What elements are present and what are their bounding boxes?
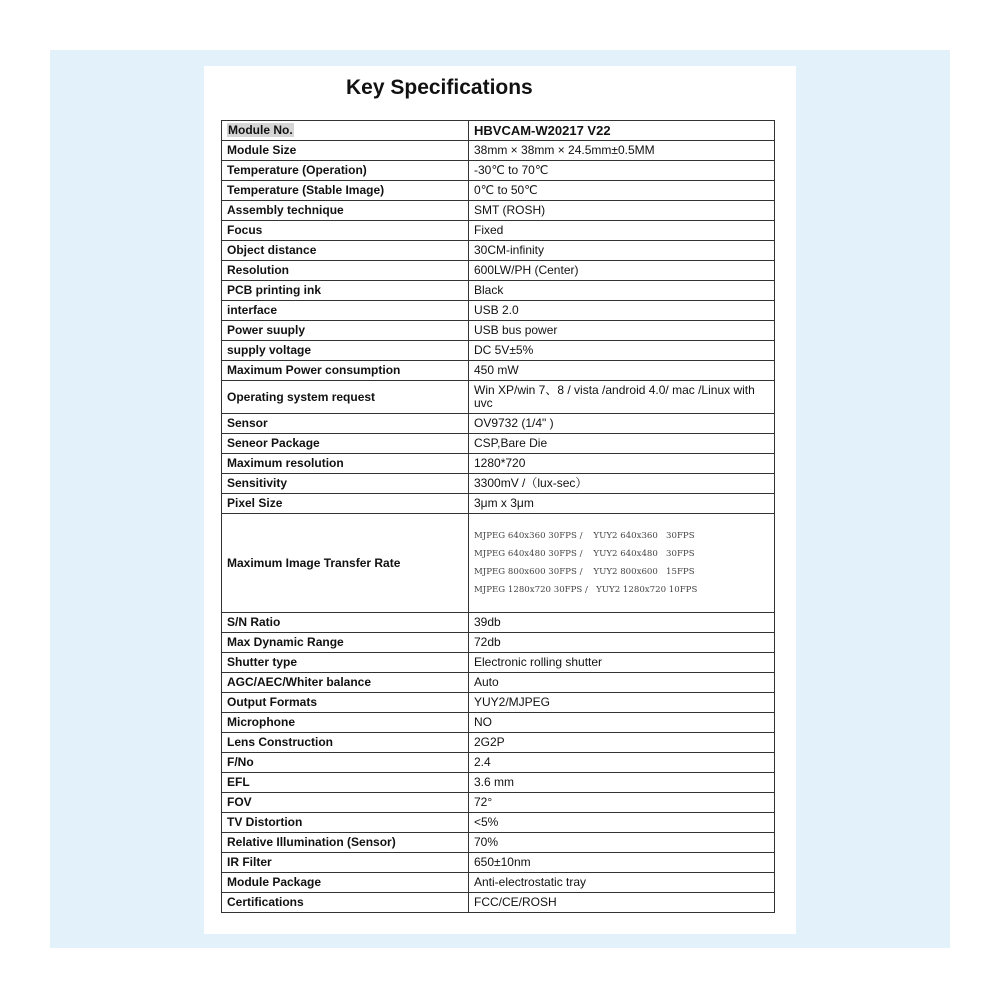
module-no-value: HBVCAM-W20217 V22 <box>469 121 775 141</box>
spec-value: 650±10nm <box>469 853 775 873</box>
spec-label: Resolution <box>222 261 469 281</box>
spec-label: Output Formats <box>222 693 469 713</box>
spec-label: Temperature (Stable Image) <box>222 181 469 201</box>
table-row <box>222 793 775 813</box>
table-header-row <box>222 121 775 141</box>
table-row <box>222 201 775 221</box>
spec-label: IR Filter <box>222 853 469 873</box>
spec-value: 38mm × 38mm × 24.5mm±0.5MM <box>469 141 775 161</box>
spec-label: TV Distortion <box>222 813 469 833</box>
spec-label: EFL <box>222 773 469 793</box>
spec-value: Black <box>469 281 775 301</box>
spec-label: Max Dynamic Range <box>222 633 469 653</box>
page-title: Key Specifications <box>346 76 533 99</box>
spec-label: Maximum resolution <box>222 454 469 474</box>
spec-label: interface <box>222 301 469 321</box>
table-row <box>222 321 775 341</box>
spec-value: Anti-electrostatic tray <box>469 873 775 893</box>
spec-value: 3μm x 3μm <box>469 494 775 514</box>
table-row <box>222 773 775 793</box>
table-row <box>222 893 775 913</box>
spec-label: Module Package <box>222 873 469 893</box>
table-row <box>222 873 775 893</box>
spec-label: F/No <box>222 753 469 773</box>
spec-value: Win XP/win 7、8 / vista /android 4.0/ mac /Linux with uvc <box>469 381 775 414</box>
spec-label: Lens Construction <box>222 733 469 753</box>
table-row <box>222 474 775 494</box>
table-row <box>222 341 775 361</box>
table-row <box>222 381 775 414</box>
table-row <box>222 693 775 713</box>
spec-value: USB bus power <box>469 321 775 341</box>
table-row <box>222 281 775 301</box>
spec-value: 30CM-infinity <box>469 241 775 261</box>
table-row <box>222 673 775 693</box>
spec-value: NO <box>469 713 775 733</box>
spec-value: FCC/CE/ROSH <box>469 893 775 913</box>
table-row <box>222 853 775 873</box>
table-row <box>222 301 775 321</box>
spec-value: 70% <box>469 833 775 853</box>
spec-label: PCB printing ink <box>222 281 469 301</box>
table-row <box>222 813 775 833</box>
spec-value: <5% <box>469 813 775 833</box>
spec-value: -30℃ to 70℃ <box>469 161 775 181</box>
table-row <box>222 221 775 241</box>
spec-value: USB 2.0 <box>469 301 775 321</box>
spec-label: Pixel Size <box>222 494 469 514</box>
spec-label: Temperature (Operation) <box>222 161 469 181</box>
spec-value: Electronic rolling shutter <box>469 653 775 673</box>
table-row <box>222 261 775 281</box>
table-row <box>222 833 775 853</box>
spec-value: 2G2P <box>469 733 775 753</box>
spec-value: OV9732 (1/4" ) <box>469 414 775 434</box>
spec-label: Microphone <box>222 713 469 733</box>
transfer-rate-line: MJPEG 800x600 30FPS / YUY2 800x600 15FPS <box>474 567 695 577</box>
spec-label: Assembly technique <box>222 201 469 221</box>
table-row <box>222 753 775 773</box>
transfer-rate-line: MJPEG 640x480 30FPS / YUY2 640x480 30FPS <box>474 549 695 559</box>
spec-value: 450 mW <box>469 361 775 381</box>
spec-value: Auto <box>469 673 775 693</box>
spec-label: Object distance <box>222 241 469 261</box>
spec-label: Certifications <box>222 893 469 913</box>
transfer-rate-line: MJPEG 640x360 30FPS / YUY2 640x360 30FPS <box>474 531 695 541</box>
spec-label: S/N Ratio <box>222 613 469 633</box>
table-row <box>222 181 775 201</box>
table-row <box>222 454 775 474</box>
table-row <box>222 161 775 181</box>
spec-label: Module Size <box>222 141 469 161</box>
spec-label: Power suuply <box>222 321 469 341</box>
module-no-label: Module No. <box>228 123 293 137</box>
spec-value: 72db <box>469 633 775 653</box>
table-row <box>222 494 775 514</box>
spec-label: Relative Illumination (Sensor) <box>222 833 469 853</box>
spec-label: Seneor Package <box>222 434 469 454</box>
spec-table <box>221 120 775 913</box>
spec-value: 1280*720 <box>469 454 775 474</box>
spec-label: Sensitivity <box>222 474 469 494</box>
table-row <box>222 613 775 633</box>
transfer-rate-list <box>469 514 775 613</box>
spec-value: SMT (ROSH) <box>469 201 775 221</box>
table-row <box>222 733 775 753</box>
spec-value: CSP,Bare Die <box>469 434 775 454</box>
spec-label: Shutter type <box>222 653 469 673</box>
spec-value: 2.4 <box>469 753 775 773</box>
table-row <box>222 414 775 434</box>
spec-label: Maximum Power consumption <box>222 361 469 381</box>
spec-label: Sensor <box>222 414 469 434</box>
spec-value: 600LW/PH (Center) <box>469 261 775 281</box>
spec-sheet <box>204 66 796 934</box>
spec-value: 72° <box>469 793 775 813</box>
spec-value: DC 5V±5% <box>469 341 775 361</box>
transfer-rate-line: MJPEG 1280x720 30FPS / YUY2 1280x720 10FPS <box>474 585 698 595</box>
spec-value: YUY2/MJPEG <box>469 693 775 713</box>
table-row <box>222 434 775 454</box>
table-row <box>222 241 775 261</box>
spec-label: Operating system request <box>222 381 469 414</box>
spec-label: FOV <box>222 793 469 813</box>
spec-label: AGC/AEC/Whiter balance <box>222 673 469 693</box>
spec-value: 39db <box>469 613 775 633</box>
spec-value: 3300mV /（lux-sec） <box>469 474 775 494</box>
spec-value: 0℃ to 50℃ <box>469 181 775 201</box>
spec-value: 3.6 mm <box>469 773 775 793</box>
spec-label: Maximum Image Transfer Rate <box>222 514 469 613</box>
table-row <box>222 713 775 733</box>
spec-label: supply voltage <box>222 341 469 361</box>
table-row <box>222 633 775 653</box>
table-row <box>222 141 775 161</box>
table-row <box>222 653 775 673</box>
spec-label: Focus <box>222 221 469 241</box>
table-row <box>222 361 775 381</box>
table-row-transfer-rate <box>222 514 775 613</box>
spec-value: Fixed <box>469 221 775 241</box>
